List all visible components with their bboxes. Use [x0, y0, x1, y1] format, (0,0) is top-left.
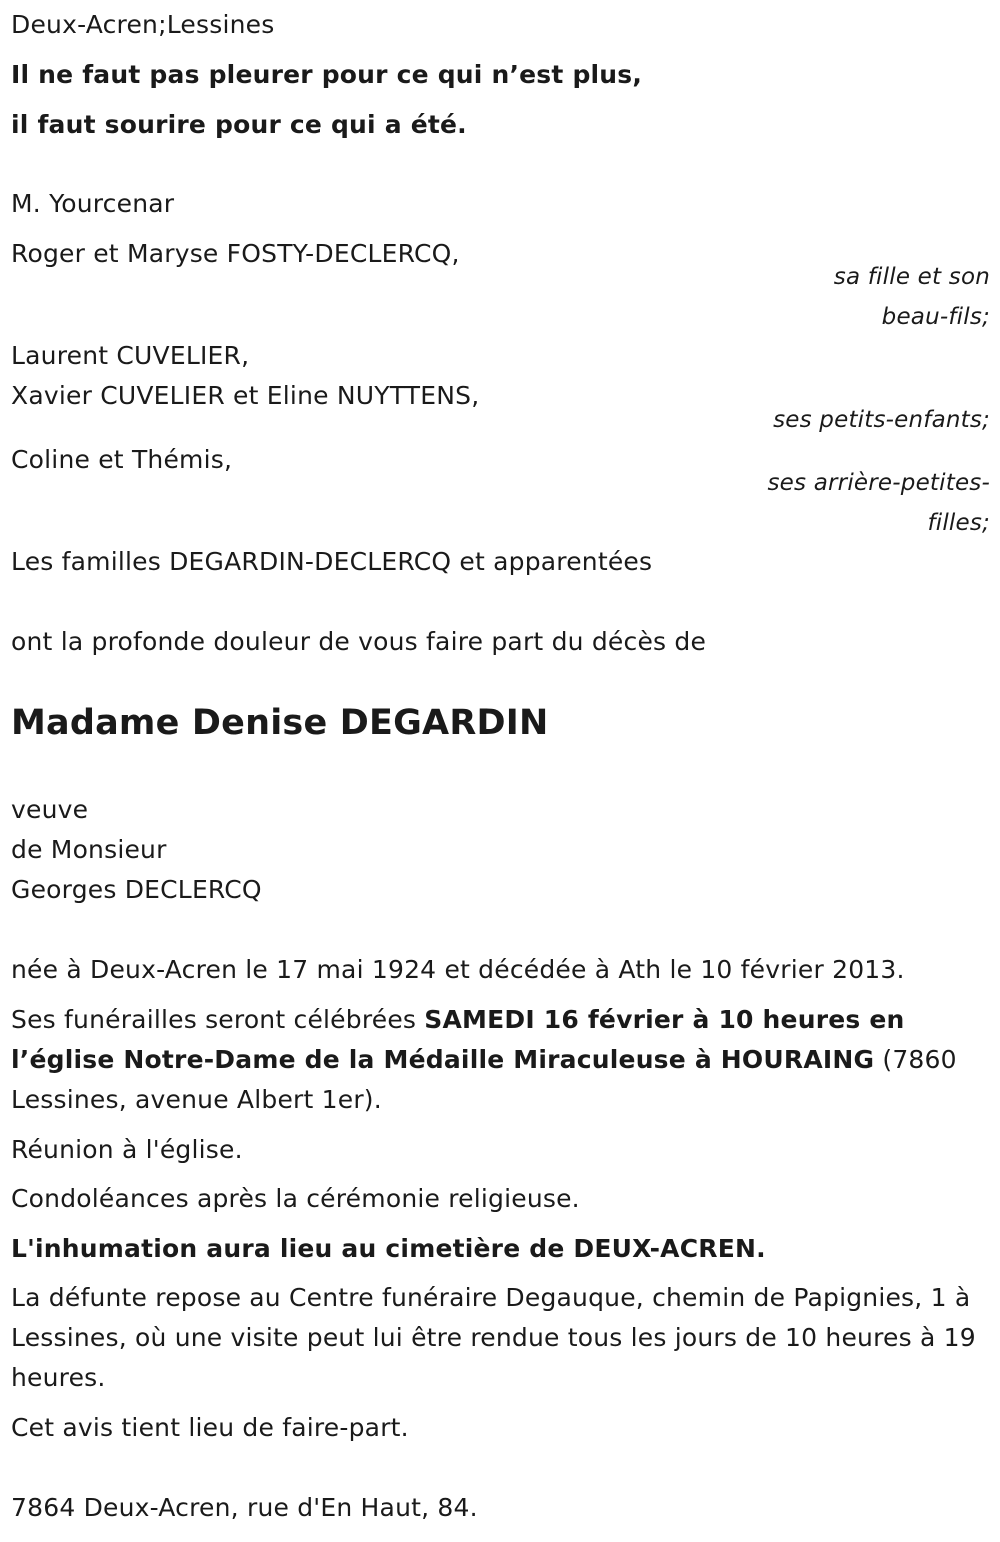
- great-grandchildren-relation-1: ses arrière-petites-: [767, 470, 990, 496]
- great-grandchildren-relation-2: filles;: [927, 510, 990, 536]
- widow-line-3: Georges DECLERCQ: [11, 875, 262, 904]
- address-line: 7864 Deux-Acren, rue d'En Haut, 84.: [11, 1493, 478, 1522]
- children-relation-1: sa fille et son: [833, 264, 990, 290]
- deceased-name: Madame Denise DEGARDIN: [11, 703, 549, 743]
- birth-death: née à Deux-Acren le 17 mai 1924 et décédée à Ath le 10 février 2013.: [11, 955, 905, 984]
- visitation-paragraph: La défunte repose au Centre funéraire Degauque, chemin de Papignies, 1 à Lessines, où une visite peut lui être rendue tous les jours de 10 heures à 19 heures.: [11, 1283, 976, 1392]
- widow-line-2: de Monsieur: [11, 835, 167, 864]
- great-grandchildren: Coline et Thémis,: [11, 445, 233, 474]
- funeral-intro: Ses funérailles seront célébrées: [11, 1005, 425, 1034]
- families-line: Les familles DEGARDIN-DECLERCQ et apparentées: [11, 547, 653, 576]
- quote-line-1: Il ne faut pas pleurer pour ce qui n’est plus,: [11, 60, 643, 89]
- quote-line-2: il faut sourire pour ce qui a été.: [11, 110, 467, 139]
- funeral-paragraph: [11, 1000, 991, 1120]
- announcement: ont la profonde douleur de vous faire part du décès de: [11, 627, 707, 656]
- burial-line: L'inhumation aura lieu au cimetière de DEUX-ACREN.: [11, 1234, 766, 1263]
- children-relation-2: beau-fils;: [881, 304, 990, 330]
- location-header: Deux-Acren;Lessines: [11, 10, 275, 39]
- meeting-line: Réunion à l'église.: [11, 1135, 243, 1164]
- funeral-date-place: SAMEDI 16 février à 10 heures en l’église Notre-Dame de la Médaille Miraculeuse à HOURAING: [11, 1005, 905, 1074]
- widow-line-1: veuve: [11, 795, 89, 824]
- grandchildren-line-2: Xavier CUVELIER et Eline NUYTTENS,: [11, 381, 480, 410]
- quote-author: M. Yourcenar: [11, 189, 175, 218]
- children-names: Roger et Maryse FOSTY-DECLERCQ,: [11, 239, 460, 268]
- notice-line: Cet avis tient lieu de faire-part.: [11, 1413, 409, 1442]
- funeral-address: (7860 Lessines, avenue Albert 1er).: [11, 1045, 957, 1114]
- grandchildren-line-1: Laurent CUVELIER,: [11, 341, 250, 370]
- condolences-line: Condoléances après la cérémonie religieuse.: [11, 1184, 580, 1213]
- grandchildren-relation: ses petits-enfants;: [773, 407, 990, 433]
